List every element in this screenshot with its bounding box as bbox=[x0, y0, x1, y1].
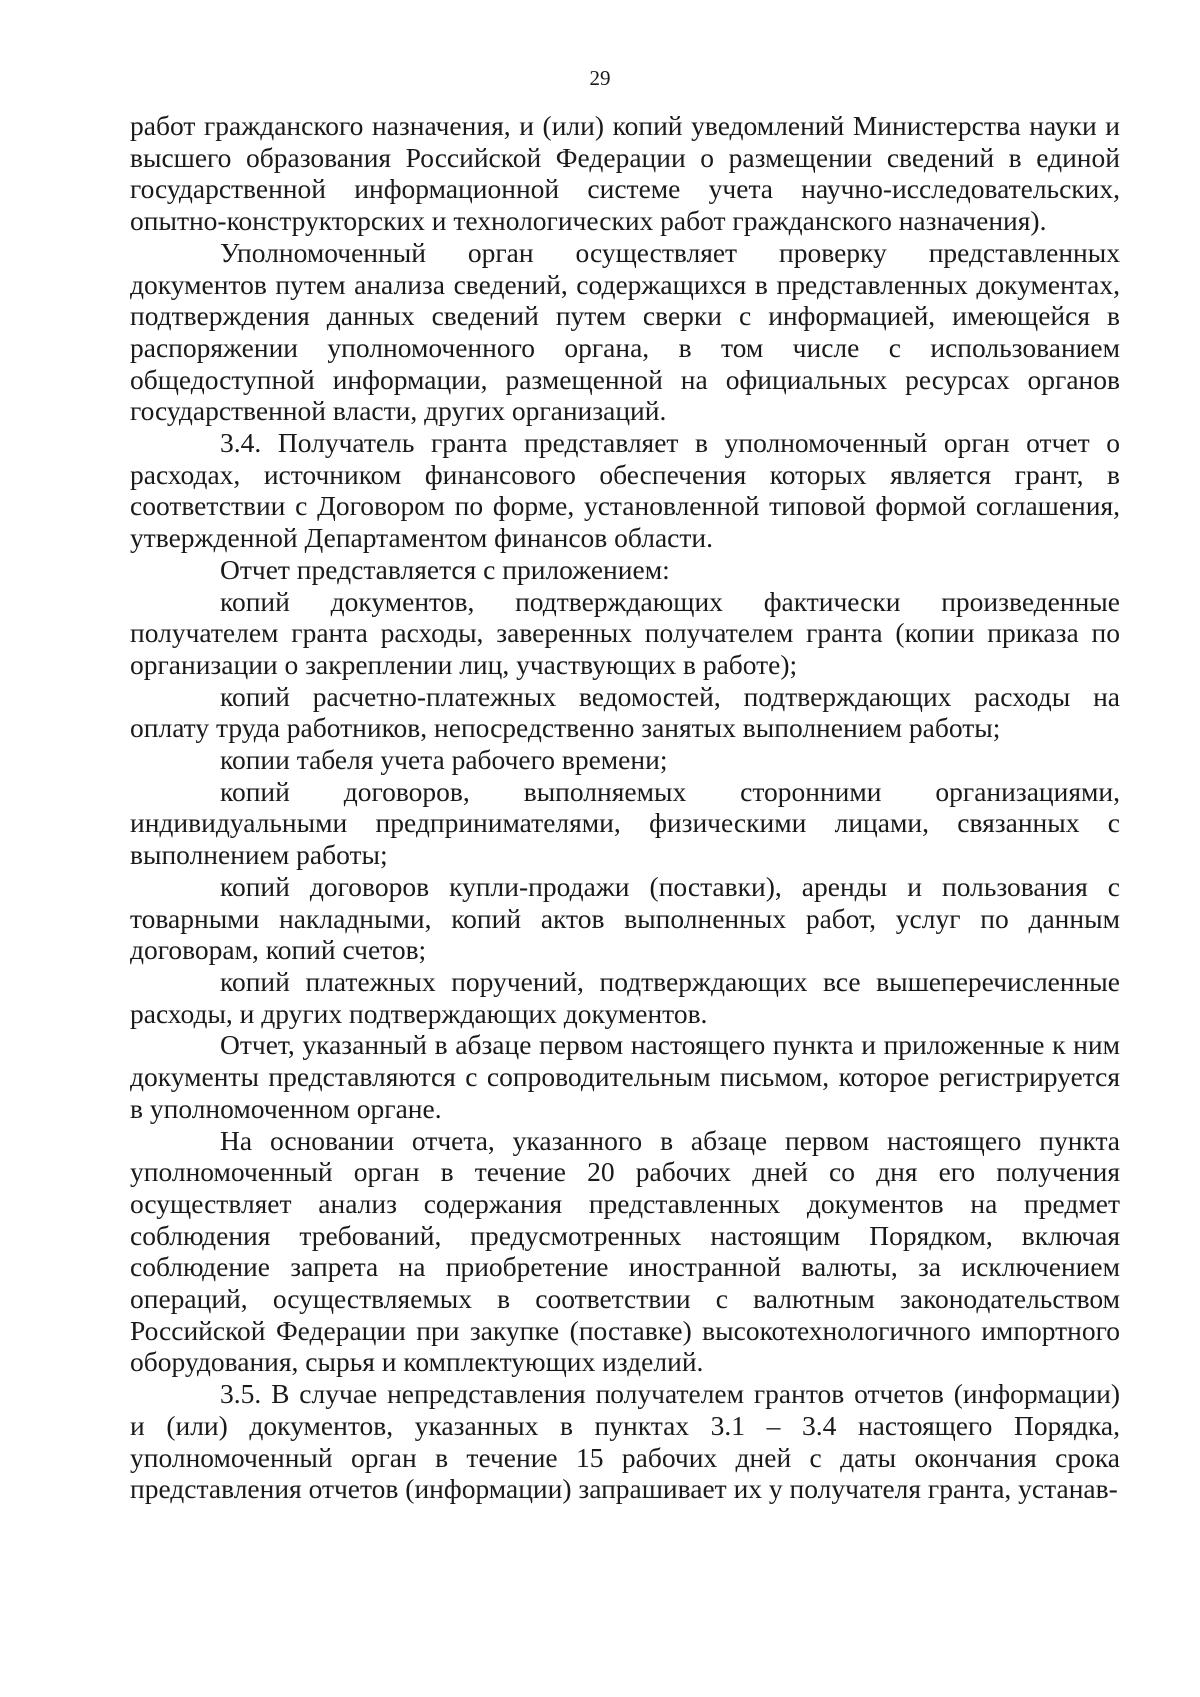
paragraph-continuation: работ гражданского назначения, и (или) копий уведомлений Министерства науки и высшего образования Российской Федерации о размещении сведений в единой государственной информационной системе учета научно-исследовательских, опытно-конструкторских и технологических работ гражданского назначения). bbox=[130, 110, 1120, 237]
list-item: копий документов, подтверждающих фактически произведенные получателем гранта расходы, заверенных получателем гранта (копии приказа по организации о закреплении лиц, участвующих в работе); bbox=[130, 585, 1120, 680]
paragraph-clause-3-4: 3.4. Получатель гранта представляет в уполномоченный орган отчет о расходах, источником финансового обеспечения которых является грант, в соответствии с Договором по форме, установленной типовой формой соглашения, утвержденной Департаментом финансов области. bbox=[130, 427, 1120, 554]
paragraph-clause-3-5: 3.5. В случае непредставления получателем грантов отчетов (информации) и (или) документов, указанных в пунктах 3.1 – 3.4 настоящего Порядка, уполномоченный орган в течение 15 рабочих дней с даты окончания срока представления отчетов (информации) запрашивает их у получателя гранта, устанав- bbox=[130, 1378, 1120, 1505]
paragraph-report-attachments: Отчет представляется с приложением: bbox=[220, 553, 670, 585]
list-item: копии табеля учета рабочего времени; bbox=[220, 744, 668, 776]
list-item: копий платежных поручений, подтверждающих все вышеперечисленные расходы, и других подтверждающих документов. bbox=[130, 965, 1120, 1029]
list-item: копий расчетно-платежных ведомостей, подтверждающих расходы на оплату труда работников, непосредственно занятых выполнением работы; bbox=[130, 680, 1120, 744]
paragraph-cover-letter: Отчет, указанный в абзаце первом настоящего пункта и приложенные к ним документы представляются с сопроводительным письмом, которое регистрируется в уполномоченном органе. bbox=[130, 1029, 1120, 1124]
page-number: 29 bbox=[589, 66, 611, 90]
list-item: копий договоров, выполняемых сторонними организациями, индивидуальными предпринимателями, физическими лицами, связанных с выполнением работы; bbox=[130, 775, 1120, 871]
list-item: копий договоров купли-продажи (поставки), аренды и пользования с товарными накладными, копий актов выполненных работ, услуг по данным договорам, копий счетов; bbox=[130, 870, 1120, 966]
paragraph-verification: Уполномоченный орган осуществляет проверку представленных документов путем анализа сведений, содержащихся в представленных документах, подтверждения данных сведений путем сверки с информацией, имеющейся в распоряжении уполномоченного органа, в том числе с использованием общедоступной информации, размещенной на официальных ресурсах органов государственной власти, других организаций. bbox=[130, 236, 1120, 427]
paragraph-analysis: На основании отчета, указанного в абзаце первом настоящего пункта уполномоченный орган в течение 20 рабочих дней со дня его получения осуществляет анализ содержания представленных документов на предмет соблюдения требований, предусмотренных настоящим Порядком, включая соблюдение запрета на приобретение иностранной валюты, за исключением операций, осуществляемых в соответствии с валютным законодательством Российской Федерации при закупке (поставке) высокотехнологичного импортного оборудования, сырья и комплектующих изделий. bbox=[130, 1124, 1120, 1378]
document-body bbox=[130, 110, 1120, 1505]
